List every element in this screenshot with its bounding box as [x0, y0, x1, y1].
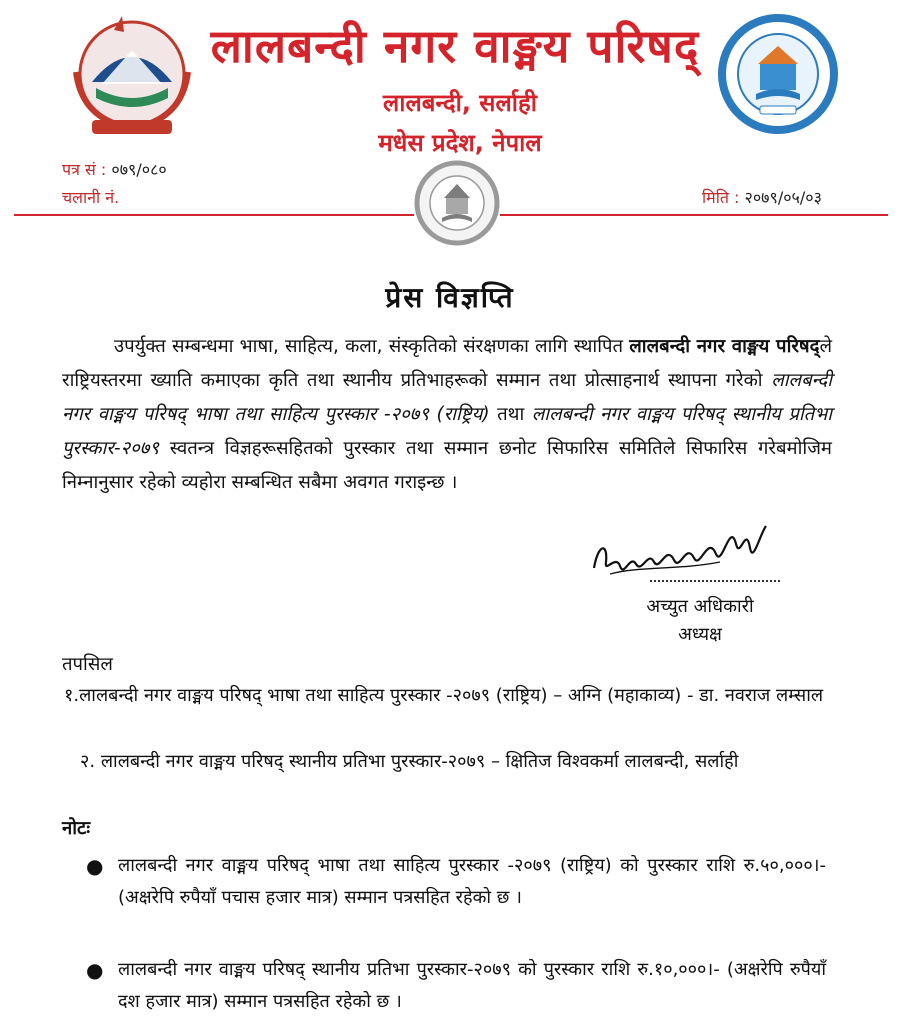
signature-line	[650, 580, 780, 582]
list-item-number: १.	[64, 685, 80, 706]
center-seal-watermark	[414, 160, 500, 246]
nepal-emblem-logo	[62, 12, 202, 142]
list-item-number: २.	[80, 751, 96, 772]
tapasil-label: तपसिल	[62, 654, 113, 675]
press-release-body	[62, 330, 832, 500]
note-item: लालबन्दी नगर वाङ्मय परिषद् स्थानीय प्रतिभा पुरस्कार-२०७९ को पुरस्कार राशि रु.१०,०००।- (अक्षरेपि रुपैयाँ दश हजार मात्र) सम्मान पत्रसहित रहेको छ ।	[118, 959, 826, 1012]
chalani-number-label: चलानी नं.	[62, 188, 120, 207]
list-item-text: लालबन्दी नगर वाङ्मय परिषद् भाषा तथा साहित्य पुरस्कार -२०७९ (राष्ट्रिय) – अग्नि (महाकाव्य) - डा. नवराज लम्साल	[79, 685, 824, 706]
body-organization-name: लालबन्दी नगर वाङ्मय परिषद्	[629, 336, 820, 357]
note-item: लालबन्दी नगर वाङ्मय परिषद् भाषा तथा साहित्य पुरस्कार -२०७९ (राष्ट्रिय) को पुरस्कार राशि रु.५०,०००।- (अक्षरेपि रुपैयाँ पचास हजार मात्र) सम्मान पत्रसहित रहेको छ ।	[118, 855, 826, 908]
press-release-heading: प्रेस विज्ञप्ति	[385, 281, 515, 314]
signatory-name: अच्युत अधिकारी	[646, 596, 754, 617]
list-item	[80, 746, 824, 778]
body-text-1: उपर्युक्त सम्बन्धमा भाषा, साहित्य, कला, संस्कृतिको संरक्षणका लागि स्थापित	[114, 336, 630, 357]
notes-label: नोटः	[62, 818, 91, 839]
body-text-4: स्वतन्त्र विज्ञहरूसहितको पुरस्कार तथा सम्मान छनोट सिफारिस समितिले सिफारिस गरेबमोजिम निम्नानुसार रहेको व्यहोरा सम्बन्धित सबैमा अवगत गराइन्छ ।	[62, 438, 832, 493]
header-rule-right	[500, 214, 888, 216]
body-text-2: ले राष्ट्रियस्तरमा ख्याति कमाएका कृति तथा स्थानीय प्रतिभाहरूको सम्मान तथा प्रोत्साहनार्थ स्थापना गरेको	[62, 336, 832, 391]
patra-label: पत्र सं :	[62, 160, 107, 179]
organization-province: मधेस प्रदेश, नेपाल	[378, 129, 542, 157]
organization-title: लालबन्दी नगर वाङ्मय परिषद्	[210, 19, 700, 73]
header-rule-left	[14, 214, 414, 216]
bullet-icon: ●	[86, 958, 104, 982]
organization-logo	[718, 14, 838, 134]
list-item-text: लालबन्दी नगर वाङ्मय परिषद् स्थानीय प्रतिभा पुरस्कार-२०७९ – क्षितिज विश्वकर्मा लालबन्दी, सर्लाही	[100, 751, 739, 772]
letter-date	[702, 186, 822, 210]
body-award-local: लालबन्दी नगर वाङ्मय परिषद् स्थानीय प्रतिभा पुरस्कार-२०७९	[62, 404, 832, 459]
handwritten-signature	[590, 514, 770, 586]
date-label: मिति :	[702, 188, 740, 207]
bullet-icon: ●	[86, 854, 104, 878]
signatory-role: अध्यक्ष	[678, 624, 722, 645]
patra-value: ०७९/०८०	[111, 160, 167, 179]
body-award-national: लालबन्दी नगर वाङ्मय परिषद् भाषा तथा साहित्य पुरस्कार -२०७९ (राष्ट्रिय)	[62, 370, 832, 425]
letter-number	[62, 158, 167, 182]
date-value: २०७९/०५/०३	[744, 188, 822, 207]
organization-location: लालबन्दी, सर्लाही	[383, 89, 537, 117]
body-text-3: तथा	[489, 404, 532, 425]
list-item	[64, 680, 824, 712]
